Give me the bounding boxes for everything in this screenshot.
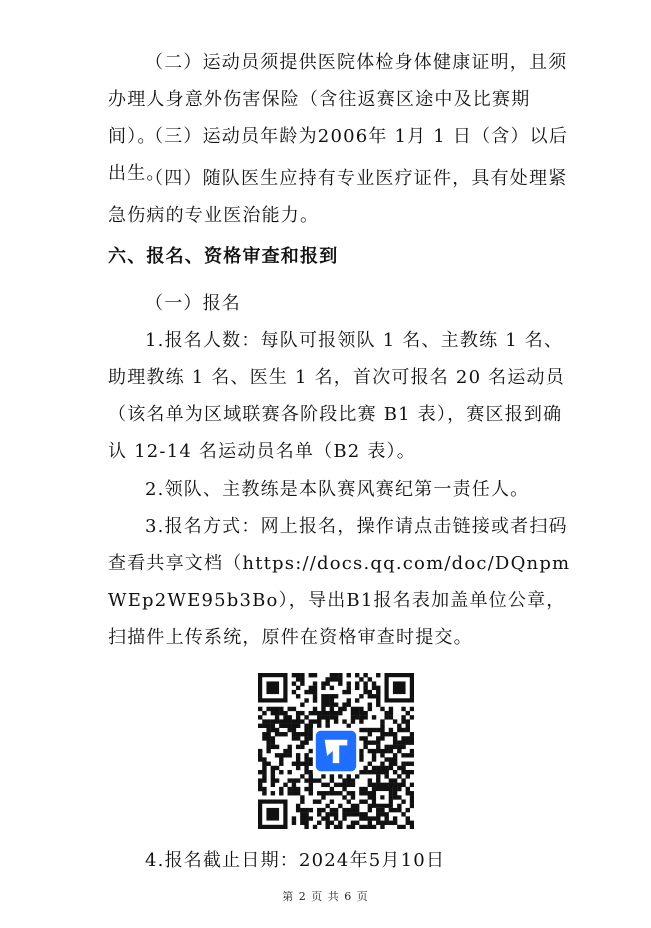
paragraph-age-requirement: （三）运动员年龄为2006年 1月 1 日（含）以后出生。 — [108, 126, 569, 184]
qr-code[interactable] — [258, 673, 414, 829]
paragraph-deadline: 4.报名截止日期：2024年5月10日 — [145, 850, 446, 871]
paragraph-team-doctor: （四）随队医生应持有专业医疗证件，具有处理紧急伤病的专业医治能力。 — [108, 168, 568, 226]
paragraph-responsibility: 2.领队、主教练是本队赛风赛纪第一责任人。 — [145, 479, 530, 500]
qr-code-image — [258, 673, 414, 829]
section-heading: 六、报名、资格审查和报到 — [108, 246, 339, 267]
subsection-heading: （一）报名 — [145, 293, 241, 314]
paragraph-registration-method: 3.报名方式：网上报名，操作请点击链接或者扫码查看共享文档（https://docs.qq.com/doc/DQnpmWEp2WE95b3Bo），导出B1报名表加盖单位公章，扫描件上传系统，原件在资格审查时提交。 — [108, 516, 571, 648]
page-footer: 第 2 页 共 6 页 — [282, 890, 369, 903]
paragraph-registration-count: 1.报名人数：每队可报领队 1 名、主教练 1 名、助理教练 1 名、医生 1 名，首次可报名 20 名运动员（该名单为区域联赛各阶段比赛 B1 表），赛区报到确认 12-14 名运动员名单（B2 表）。 — [108, 330, 565, 462]
paragraph-health-insurance: （二）运动员须提供医院体检身体健康证明，且须办理人身意外伤害保险（含往返赛区途中及比赛期间）。 — [108, 52, 568, 147]
